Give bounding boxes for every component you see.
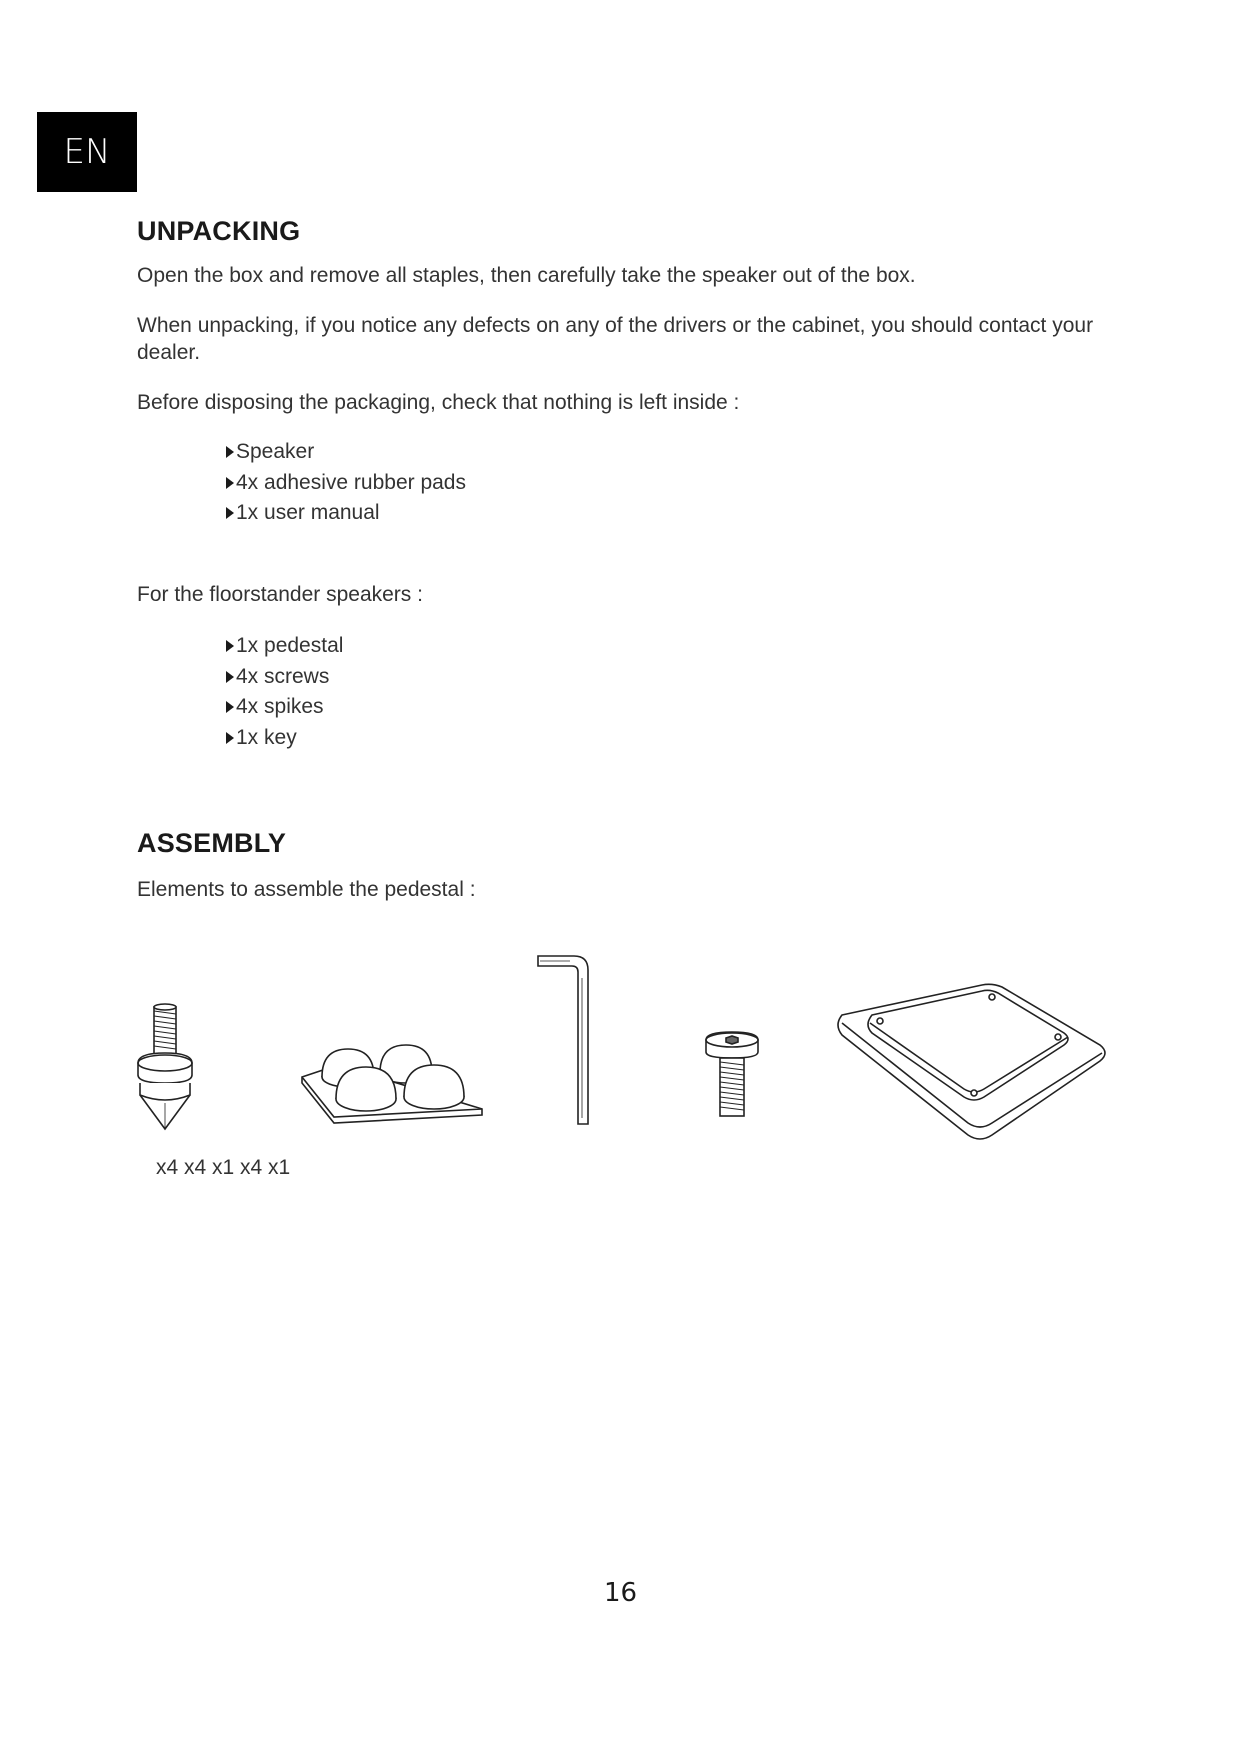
hex-key-icon	[530, 948, 610, 1128]
page-number: 16	[603, 1578, 638, 1608]
list-item	[226, 662, 343, 693]
bullet-icon	[226, 701, 234, 713]
unpacking-heading: UNPACKING	[137, 216, 301, 246]
unpacking-paragraph-1: Open the box and remove all staples, then carefully take the speaker out of the box.	[137, 264, 916, 287]
list-item	[226, 468, 466, 499]
unpacking-paragraph-2: When unpacking, if you notice any defects on any of the drivers or the cabinet, you should contact your dealer.	[137, 314, 1094, 364]
list-item	[226, 437, 466, 468]
spike-icon	[128, 995, 228, 1135]
bullet-icon	[226, 477, 234, 489]
screw-icon	[698, 1028, 768, 1138]
bullet-icon	[226, 507, 234, 519]
list-item-label: 1x key	[236, 725, 297, 749]
box-contents-list	[226, 437, 466, 529]
floorstander-contents-list	[226, 631, 343, 753]
list-item	[226, 498, 466, 529]
bullet-icon	[226, 640, 234, 652]
list-item-label: 1x user manual	[236, 501, 380, 524]
language-tab: EN	[37, 112, 137, 192]
rubber-pads-icon	[298, 1035, 488, 1135]
quantities-label: x4 x4 x1 x4 x1	[156, 1156, 291, 1179]
list-item-label: Speaker	[236, 440, 315, 463]
bullet-icon	[226, 446, 234, 458]
assembly-heading: ASSEMBLY	[137, 828, 287, 858]
list-item	[226, 631, 343, 662]
list-item-label: 4x adhesive rubber pads	[236, 470, 466, 494]
floorstander-intro: For the floorstander speakers :	[137, 583, 423, 606]
list-item	[226, 723, 343, 754]
list-item-label: 1x pedestal	[236, 634, 344, 657]
list-item	[226, 692, 343, 723]
list-item-label: 4x screws	[236, 664, 330, 688]
assembly-intro: Elements to assemble the pedestal :	[137, 878, 476, 901]
list-item-label: 4x spikes	[236, 695, 324, 718]
pedestal-plate-icon	[832, 975, 1112, 1145]
unpacking-paragraph-3: Before disposing the packaging, check that nothing is left inside :	[137, 391, 740, 414]
bullet-icon	[226, 671, 234, 683]
bullet-icon	[226, 732, 234, 744]
